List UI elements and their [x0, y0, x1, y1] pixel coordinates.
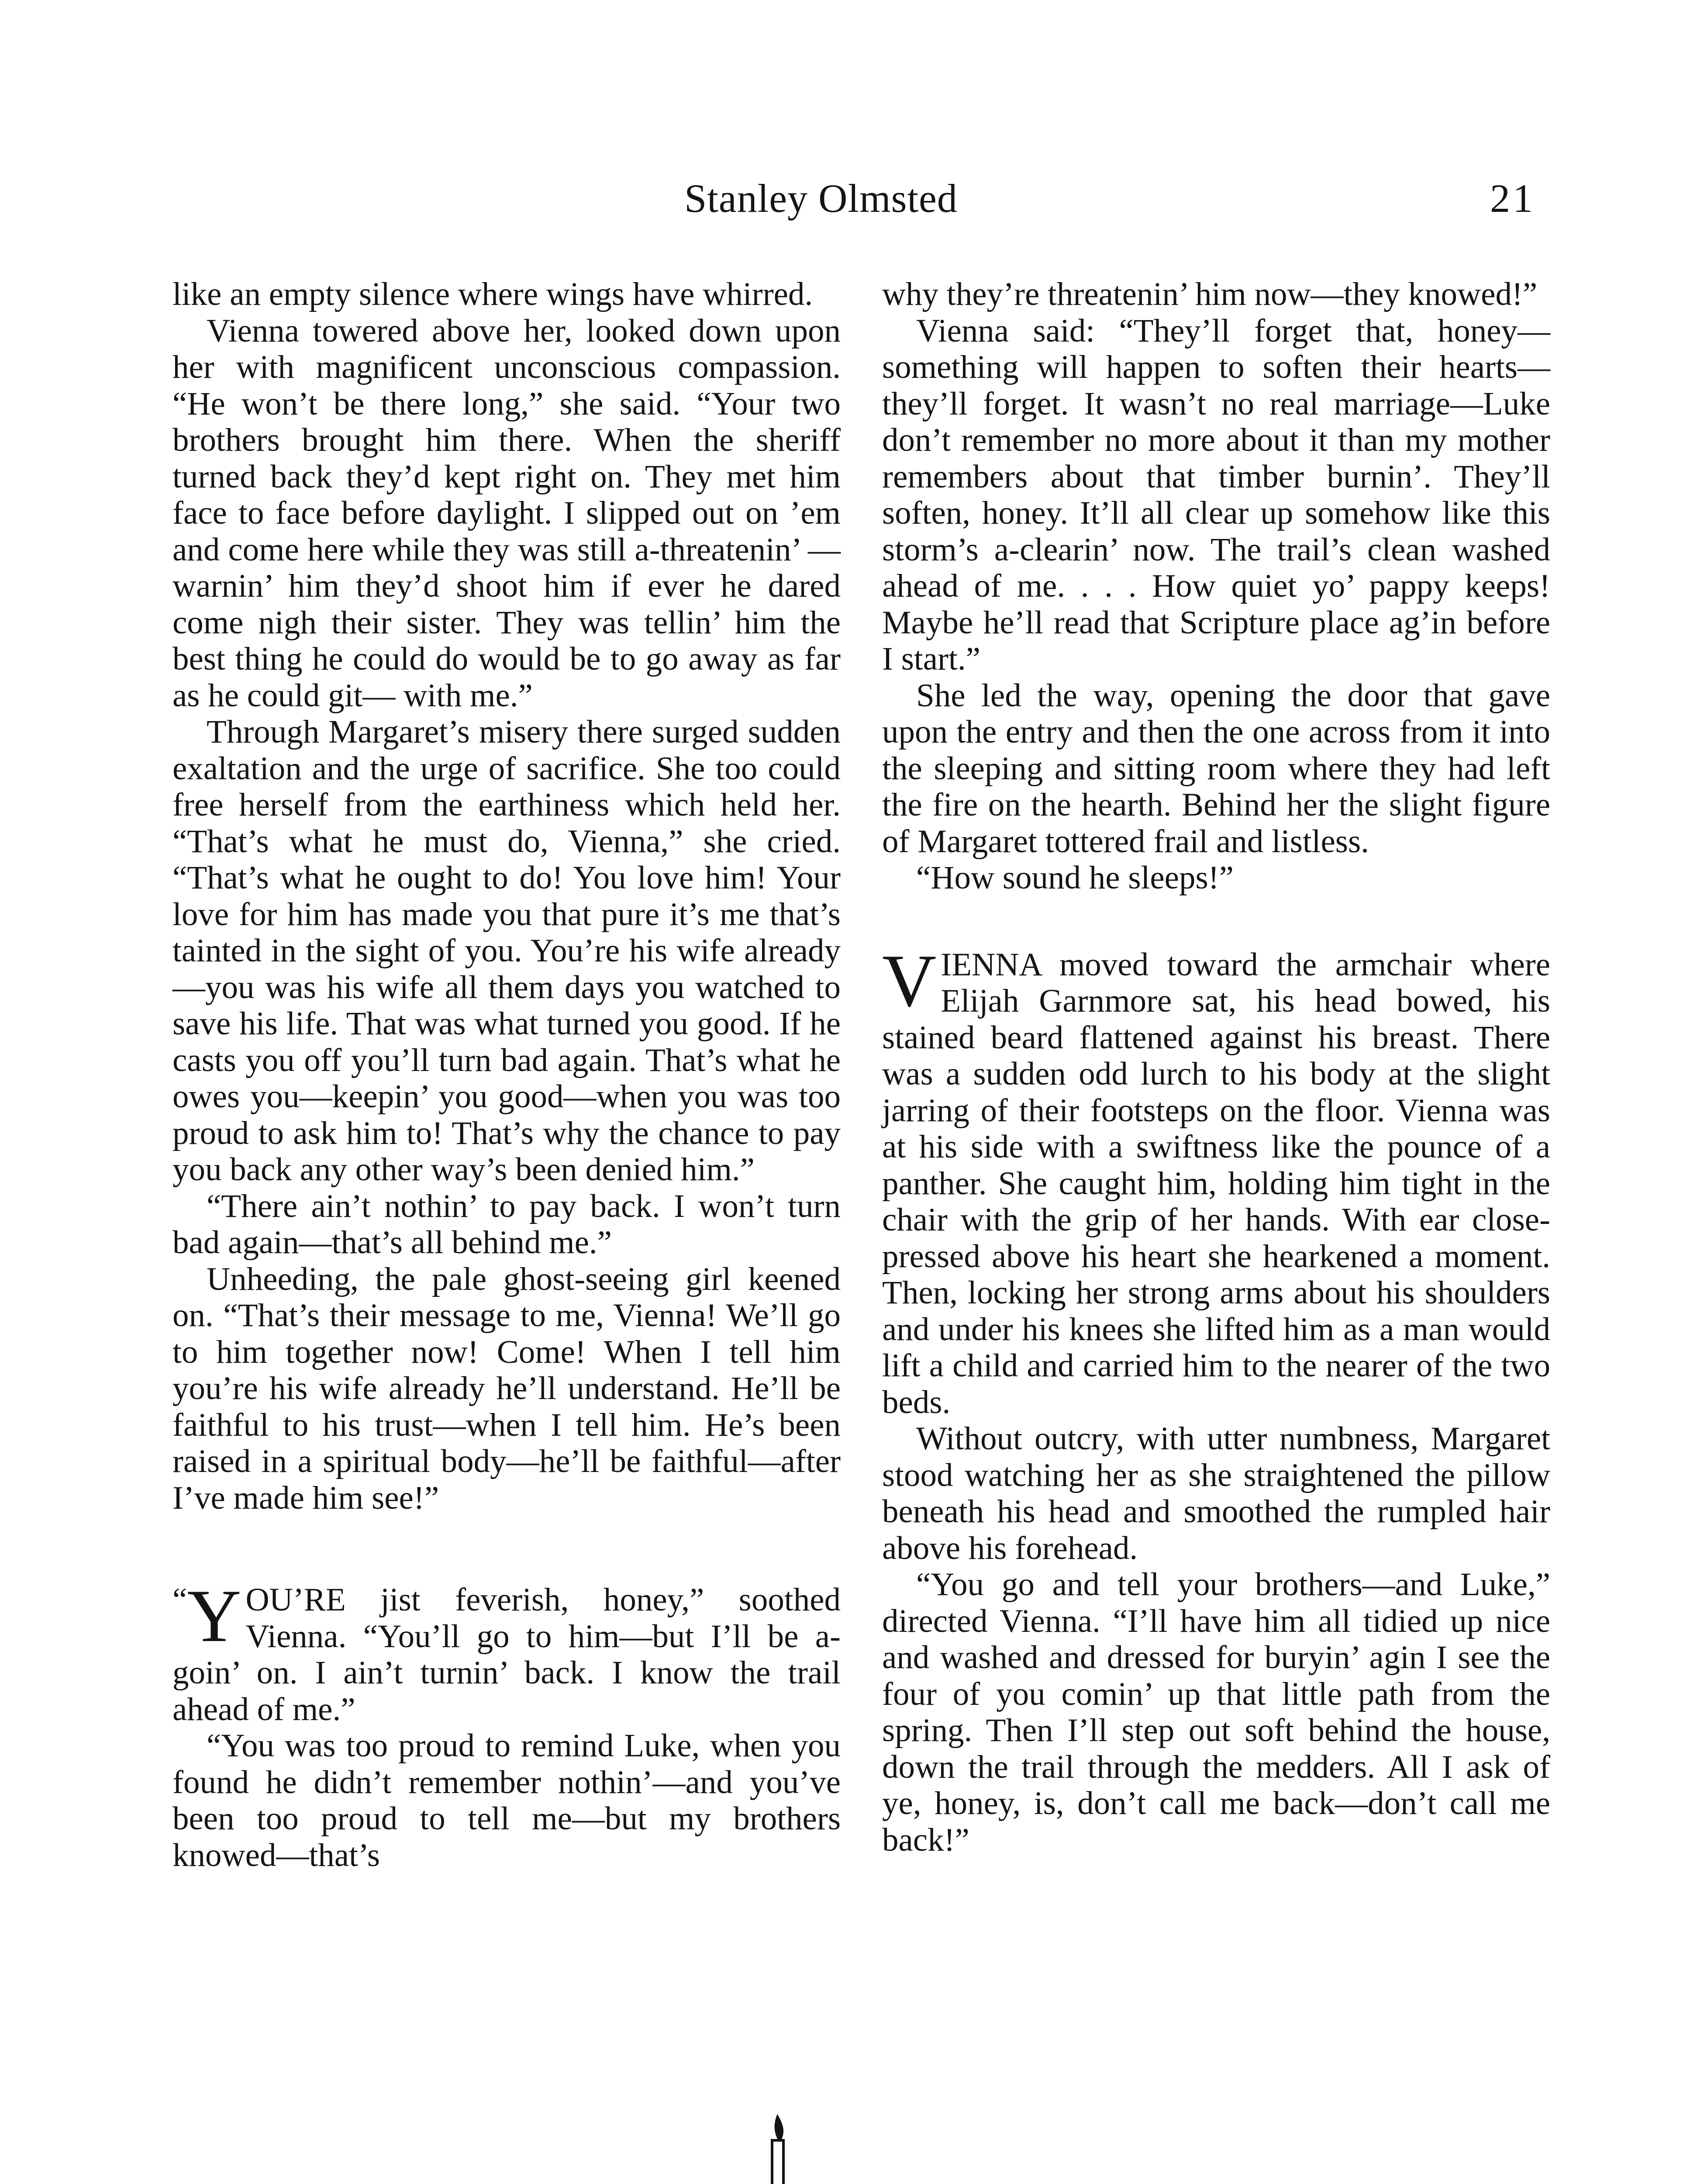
paragraph: “You go and tell your brothers—and Luke,” directed Vienna. “I’ll have him all tidied up nice and washed and dressed for buryin’ agin I see the four of you comin’ up that little path from the spring. Then I’ll step out soft behind the house, down the trail through the medders. All I ask of ye, honey, is, don’t call me back—don’t call me back!”	[882, 1566, 1550, 1858]
paragraph: Vienna said: “They’ll forget that, honey—something will happen to soften their hearts—they’ll forget. It wasn’t no real marriage—Luke don’t remember no more about it than my mother remembers about that timber burnin’. They’ll soften, honey. It’ll all clear up somehow like this storm’s a-clearin’ now. The trail’s clean washed ahead of me. . . . How quiet yo’ pappy keeps! Maybe he’ll read that Scripture place ag’in before I start.”	[882, 312, 1550, 677]
paragraph: “There ain’t nothin’ to pay back. I won’t turn bad again—that’s all behind me.”	[172, 1188, 841, 1261]
paragraph: Without outcry, with utter numbness, Margaret stood watching her as she straightened the pillow beneath his head and smoothed the rumpled hair above his forehead.	[882, 1420, 1550, 1566]
paragraph: “You was too proud to remind Luke, when you found he didn’t remember nothin’—and you’ve been too proud to tell me—but my brothers knowed—that’s	[172, 1728, 841, 1873]
page-number: 21	[1490, 176, 1535, 221]
candle-and-book-icon	[694, 2105, 1026, 2184]
paragraph: Through Margaret’s misery there surged sudden exaltation and the urge of sacrifice. She too could free herself from the earthiness which held her. “That’s what he must do, Vienna,” she cried. “That’s what he ought to do! You love him! Your love for him has made you that pure it’s me that’s tainted in the sight of you. You’re his wife already—you was his wife all them days you watched to save his life. That was what turned you good. If he casts you off you’ll turn bad again. That’s what he owes you—keepin’ you good—when you was too proud to ask him to! That’s why the chance to pay you back any other way’s been denied him.”	[172, 714, 841, 1188]
paragraph-text: IENNA moved toward the armchair where Elijah Garnmore sat, his head bowed, his stained beard flattened against his breast. There was a sudden odd lurch to his body at the slight jarring of their footsteps on the floor. Vienna was at his side with a swiftness like the pounce of a panther. She caught him, holding him tight in the chair with the grip of her hands. With ear close-pressed above his heart she hearkened a moment. Then, locking her strong arms about his shoulders and under his knees she lifted him as a man would lift a child and carried him to the nearer of the two beds.	[882, 946, 1550, 1420]
paragraph: like an empty silence where wings have whirred.	[172, 276, 813, 312]
drop-cap: Y	[187, 1575, 241, 1658]
drop-cap: V	[882, 939, 937, 1023]
paragraph: “How sound he sleeps!”	[916, 860, 1234, 896]
section-opening-paragraph	[882, 939, 1550, 1421]
left-column	[172, 276, 841, 1873]
section-opening-paragraph	[172, 1575, 841, 1728]
right-column	[882, 276, 1550, 1858]
running-title: Stanley Olmsted	[684, 176, 958, 221]
paragraph: why they’re threatenin’ him now—they knowed!”	[882, 276, 1538, 312]
paragraph-text: OU’RE jist feverish, honey,” soothed Vienna. “You’ll go to him—but I’ll be a-goin’ on. I ain’t turnin’ back. I know the trail ahead of me.”	[172, 1582, 841, 1728]
paragraph: Unheeding, the pale ghost-seeing girl keened on. “That’s their message to me, Vienna! We’ll go to him together now! Come! When I tell him you’re his wife already he’ll understand. He’ll be faithful to his trust—when I tell him. He’s been raised in a spiritual body—he’ll be faithful—after I’ve made him see!”	[172, 1261, 841, 1516]
opening-quote: “	[172, 1582, 187, 1618]
paragraph: She led the way, opening the door that gave upon the entry and then the one across from it into the sleeping and sitting room where they had left the fire on the hearth. Behind her the slight figure of Margaret tottered frail and listless.	[882, 677, 1550, 860]
paragraph: Vienna towered above her, looked down upon her with magnificent unconscious compassion. “He won’t be there long,” she said. “Your two brothers brought him there. When the sheriff turned back they’d kept right on. They met him face to face before daylight. I slipped out on ’em and come here while they was still a-threatenin’ —warnin’ him they’d shoot him if ever he dared come nigh their sister. They was tellin’ him the best thing he could do would be to go away as far as he could git— with me.”	[172, 312, 841, 714]
